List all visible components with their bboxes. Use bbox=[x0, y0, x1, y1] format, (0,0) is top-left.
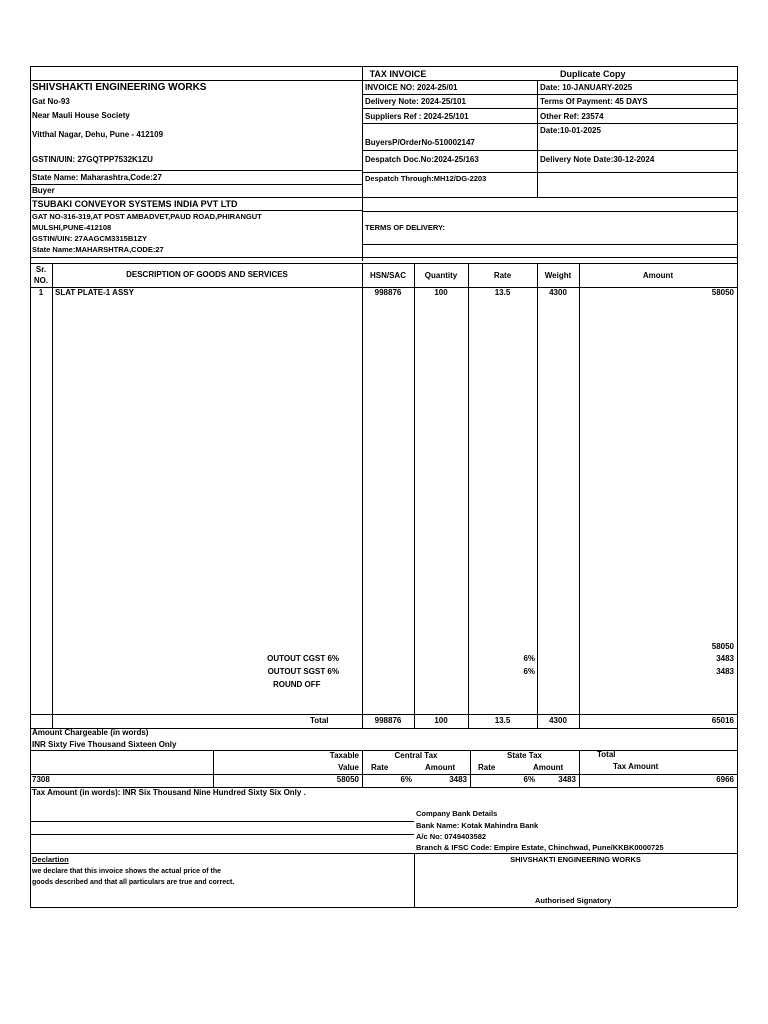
round-off-label: ROUND OFF bbox=[273, 680, 321, 689]
cgst-amount: 3483 bbox=[716, 654, 734, 663]
buyers-order: BuyersP/OrderNo-510002147 bbox=[365, 138, 475, 147]
seller-state: State Name: Maharashtra,Code:27 bbox=[32, 173, 162, 182]
sgst-amount: 3483 bbox=[716, 667, 734, 676]
tax-amount-words: Tax Amount (in words): INR Six Thousand Nine Hundred Sixty Six Only . bbox=[32, 788, 306, 797]
state-amount-label: Amount bbox=[533, 763, 564, 772]
suppliers-ref: Suppliers Ref : 2024-25/101 bbox=[365, 112, 469, 121]
central-rate-label: Rate bbox=[371, 763, 389, 772]
buyer-address-1: GAT NO-316-319,AT POST AMBADVET,PAUD ROAD,PHIRANGUT bbox=[32, 212, 262, 221]
seller-gstin: GSTIN/UIN: 27GQTPP7532K1ZU bbox=[32, 155, 153, 164]
invoice-date: Date: 10-JANUARY-2025 bbox=[540, 83, 633, 92]
col-hsn: HSN/SAC bbox=[369, 271, 406, 280]
col-weight: Weight bbox=[544, 271, 572, 280]
invoice-number: INVOICE NO: 2024-25/01 bbox=[365, 83, 458, 92]
total-hsn: 998876 bbox=[374, 716, 402, 725]
seller-address-1: Gat No-93 bbox=[32, 97, 70, 106]
col-sr-1: Sr. bbox=[35, 265, 47, 274]
declaration-line-1: we declare that this invoice shows the actual price of the bbox=[32, 868, 222, 875]
sgst-label: OUTOUT SGST 6% bbox=[267, 667, 339, 676]
row-rate: 13.5 bbox=[494, 288, 511, 297]
buyer-gstin: GSTIN/UIN: 27AAGCM3315B1ZY bbox=[32, 234, 148, 243]
copy-type: Duplicate Copy bbox=[560, 69, 626, 79]
other-ref: Other Ref: 23574 bbox=[540, 112, 604, 121]
signature-company: SHIVSHAKTI ENGINEERING WORKS bbox=[510, 855, 641, 864]
total-tax-amount-label: Tax Amount bbox=[613, 762, 659, 771]
terms-of-delivery: TERMS OF DELIVERY: bbox=[365, 223, 446, 232]
authorised-signatory: Authorised Signatory bbox=[535, 896, 612, 905]
col-description: DESCRIPTION OF GOODS AND SERVICES bbox=[126, 270, 288, 279]
row-weight: 4300 bbox=[549, 288, 567, 297]
summary-state-amount: 3483 bbox=[558, 775, 576, 784]
total-amount: 65016 bbox=[711, 716, 734, 725]
buyer-name: TSUBAKI CONVEYOR SYSTEMS INDIA PVT LTD bbox=[32, 199, 238, 209]
cgst-rate: 6% bbox=[523, 654, 535, 663]
state-tax-label: State Tax bbox=[507, 751, 542, 760]
row-description: SLAT PLATE-1 ASSY bbox=[55, 288, 134, 297]
central-tax-label: Central Tax bbox=[394, 751, 438, 760]
terms-of-payment: Terms Of Payment: 45 DAYS bbox=[540, 97, 648, 106]
buyer-label: Buyer bbox=[32, 186, 55, 195]
taxable-label-2: Value bbox=[338, 763, 359, 772]
col-amount: Amount bbox=[642, 271, 674, 280]
row-hsn: 998876 bbox=[374, 288, 402, 297]
state-rate-label: Rate bbox=[478, 763, 496, 772]
declaration-line-2: goods described and that all particulars are true and correct. bbox=[32, 879, 235, 886]
declaration-title: Declartion bbox=[32, 855, 69, 864]
invoice-title: TAX INVOICE bbox=[369, 69, 427, 79]
summary-central-amount: 3483 bbox=[449, 775, 467, 784]
row-quantity: 100 bbox=[434, 288, 448, 297]
order-date: Date:10-01-2025 bbox=[540, 126, 601, 135]
despatch-doc: Despatch Doc.No:2024-25/163 bbox=[365, 155, 479, 164]
bank-branch-ifsc: Branch & IFSC Code: Empire Estate, Chinchwad, Pune/KKBK0000725 bbox=[416, 843, 664, 852]
summary-hsn: 7308 bbox=[32, 775, 50, 784]
col-quantity: Quantity bbox=[424, 271, 458, 280]
taxable-label-1: Taxable bbox=[329, 751, 359, 760]
total-tax-label: Total bbox=[597, 750, 616, 759]
bank-title: Company Bank Details bbox=[416, 809, 498, 818]
buyer-state: State Name:MAHARSHTRA,CODE:27 bbox=[32, 245, 164, 254]
cgst-label: OUTOUT CGST 6% bbox=[267, 654, 339, 663]
row-amount: 58050 bbox=[711, 288, 734, 297]
amount-words-value: INR Sixty Five Thousand Sixteen Only bbox=[32, 740, 177, 749]
sgst-rate: 6% bbox=[523, 667, 535, 676]
total-rate: 13.5 bbox=[494, 716, 511, 725]
bank-name: Bank Name: Kotak Mahindra Bank bbox=[416, 821, 539, 830]
summary-central-rate: 6% bbox=[400, 775, 412, 784]
buyer-address-2: MULSHI,PUNE-412108 bbox=[32, 223, 112, 232]
col-rate: Rate bbox=[493, 271, 512, 280]
seller-address-3: Vitthal Nagar, Dehu, Pune - 412109 bbox=[32, 130, 164, 139]
subtotal-amount: 58050 bbox=[711, 642, 734, 651]
col-sr-2: NO. bbox=[33, 276, 49, 285]
row-sr: 1 bbox=[38, 288, 44, 297]
summary-state-rate: 6% bbox=[523, 775, 535, 784]
seller-address-2: Near Mauli House Society bbox=[32, 111, 130, 120]
total-quantity: 100 bbox=[434, 716, 448, 725]
delivery-note: Delivery Note: 2024-25/101 bbox=[365, 97, 466, 106]
bank-account: A/c No: 0749403582 bbox=[416, 832, 487, 841]
amount-words-label: Amount Chargeable (in words) bbox=[32, 728, 149, 737]
delivery-note-date: Delivery Note Date:30-12-2024 bbox=[540, 155, 655, 164]
total-weight: 4300 bbox=[549, 716, 567, 725]
seller-name: SHIVSHAKTI ENGINEERING WORKS bbox=[32, 82, 207, 93]
total-label: Total bbox=[310, 716, 329, 725]
summary-taxable-value: 58050 bbox=[336, 775, 359, 784]
despatch-through: Despatch Through:MH12/DG-2203 bbox=[365, 174, 487, 183]
summary-total-tax: 6966 bbox=[716, 775, 734, 784]
central-amount-label: Amount bbox=[425, 763, 456, 772]
